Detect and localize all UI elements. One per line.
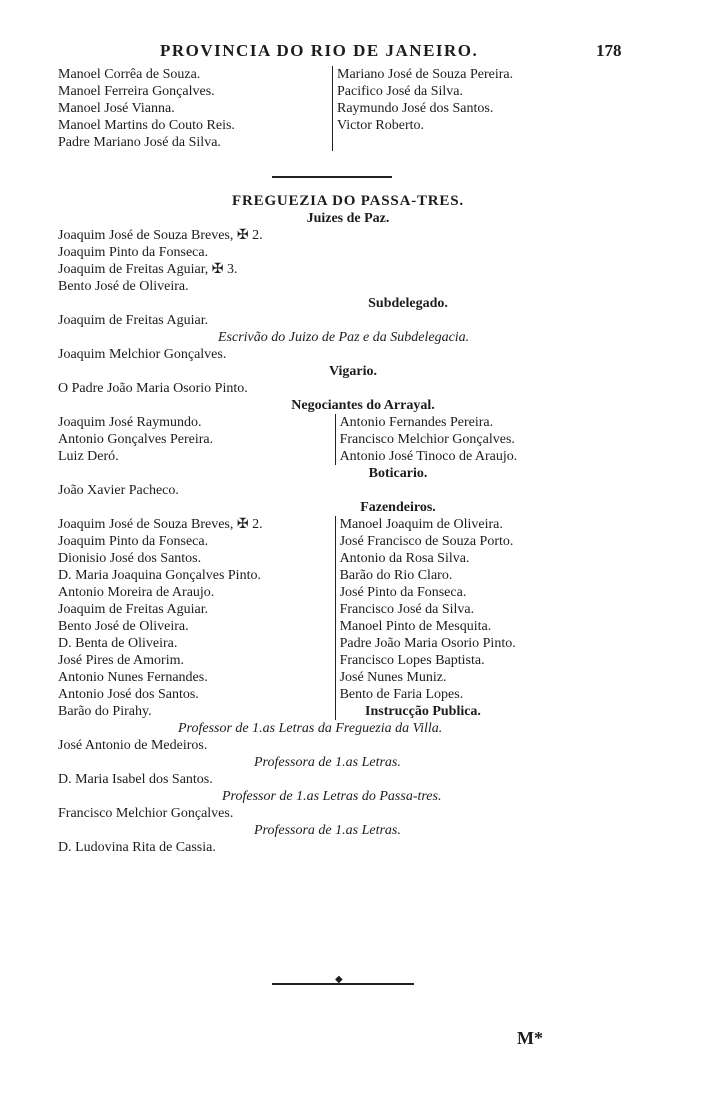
negociantes-left [58,414,335,465]
list-item: Joaquim Melchior Gonçalves. [58,347,227,362]
list-item: Manoel Ferreira Gonçalves. [58,84,215,99]
divider-rule [272,176,392,178]
list-item: Joaquim José de Souza Breves, ✠ 2. [58,517,263,532]
list-item: Bento José de Oliveira. [58,619,189,634]
list-item: Dionisio José dos Santos. [58,551,202,566]
list-item: Padre Mariano José da Silva. [58,135,221,150]
list-item: Antonio José Tinoco de Araujo. [339,449,518,464]
boticario-heading: Boticario. [368,466,428,481]
list-item: Joaquim de Freitas Aguiar. [58,602,209,617]
ornament-icon: ◆ [335,974,343,985]
closing-rule [272,983,414,985]
page-header [0,42,704,62]
list-item: Manoel Martins do Couto Reis. [58,118,235,133]
juizes-heading: Juizes de Paz. [306,211,390,226]
negociantes-heading: Negociantes do Arrayal. [291,398,435,413]
section-title: FREGUEZIA DO PASSA-TRES. [232,193,464,209]
list-item: Luiz Deró. [58,449,119,464]
list-item: Francisco Melchior Gonçalves. [58,806,234,821]
top-list-right [332,66,637,151]
list-item: Francisco Melchior Gonçalves. [339,432,515,447]
list-item: Antonio Moreira de Araujo. [58,585,215,600]
list-item: Manoel Corrêa de Souza. [58,67,201,82]
list-item: Joaquim José de Souza Breves, ✠ 2. [58,228,263,243]
list-item: Antonio Nunes Fernandes. [58,670,208,685]
list-item: D. Benta de Oliveira. [58,636,178,651]
list-item: Manoel Pinto de Mesquita. [339,619,492,634]
professor-label: Professor de 1.as Letras da Freguezia da Villa. [178,721,443,736]
negociantes-right [335,414,638,465]
list-item: Manoel Joaquim de Oliveira. [339,517,503,532]
list-item: José Pinto da Fonseca. [339,585,467,600]
escrivao-label: Escrivão do Juizo de Paz e da Subdelegacia. [218,330,470,345]
list-item: Padre João Maria Osorio Pinto. [339,636,516,651]
list-item: João Xavier Pacheco. [58,483,179,498]
list-item: Pacifico José da Silva. [337,84,463,99]
vigario-heading: Vigario. [328,364,378,379]
list-item: Antonio Fernandes Pereira. [339,415,494,430]
negociantes-list [58,414,638,465]
list-item: Joaquim de Freitas Aguiar. [58,313,209,328]
list-item: Antonio da Rosa Silva. [339,551,470,566]
list-item: Barão do Pirahy. [58,704,152,719]
list-item: Antonio José dos Santos. [58,687,199,702]
running-title: PROVINCIA DO RIO DE JANEIRO. [160,41,479,60]
fazendeiros-left [58,516,335,720]
top-name-list [58,66,638,151]
freguezia-section [58,193,638,856]
professor-label: Professora de 1.as Letras. [254,823,401,838]
list-item: Joaquim Pinto da Fonseca. [58,534,209,549]
list-item: Joaquim José Raymundo. [58,415,202,430]
page-number: 178 [596,41,622,60]
list-item: D. Maria Isabel dos Santos. [58,772,213,787]
list-item: Francisco José da Silva. [339,602,475,617]
list-item: Antonio Gonçalves Pereira. [58,432,214,447]
top-list-left [58,66,332,151]
list-item: José Nunes Muniz. [339,670,447,685]
list-item: Raymundo José dos Santos. [337,101,494,116]
list-item: José Pires de Amorim. [58,653,184,668]
professor-label: Professor de 1.as Letras do Passa-tres. [222,789,442,804]
subdelegado-heading: Subdelegado. [368,296,448,311]
fazendeiros-list [58,516,638,720]
list-item: José Antonio de Medeiros. [58,738,208,753]
list-item: Francisco Lopes Baptista. [339,653,485,668]
instrucao-heading: Instrucção Publica. [365,704,481,719]
professor-label: Professora de 1.as Letras. [254,755,401,770]
list-item: Victor Roberto. [337,118,425,133]
list-item: Barão do Rio Claro. [339,568,453,583]
list-item: Bento de Faria Lopes. [339,687,464,702]
signature-mark: M* [517,1028,543,1048]
list-item: Joaquim de Freitas Aguiar, ✠ 3. [58,262,238,277]
list-item: Manoel José Vianna. [58,101,175,116]
list-item: D. Ludovina Rita de Cassia. [58,840,216,855]
list-item: D. Maria Joaquina Gonçalves Pinto. [58,568,261,583]
list-item: José Francisco de Souza Porto. [339,534,514,549]
list-item: Joaquim Pinto da Fonseca. [58,245,209,260]
list-item: O Padre João Maria Osorio Pinto. [58,381,248,396]
list-item: Bento José de Oliveira. [58,279,189,294]
fazendeiros-right [335,516,638,720]
list-item: Mariano José de Souza Pereira. [337,67,514,82]
fazendeiros-heading: Fazendeiros. [360,500,436,515]
